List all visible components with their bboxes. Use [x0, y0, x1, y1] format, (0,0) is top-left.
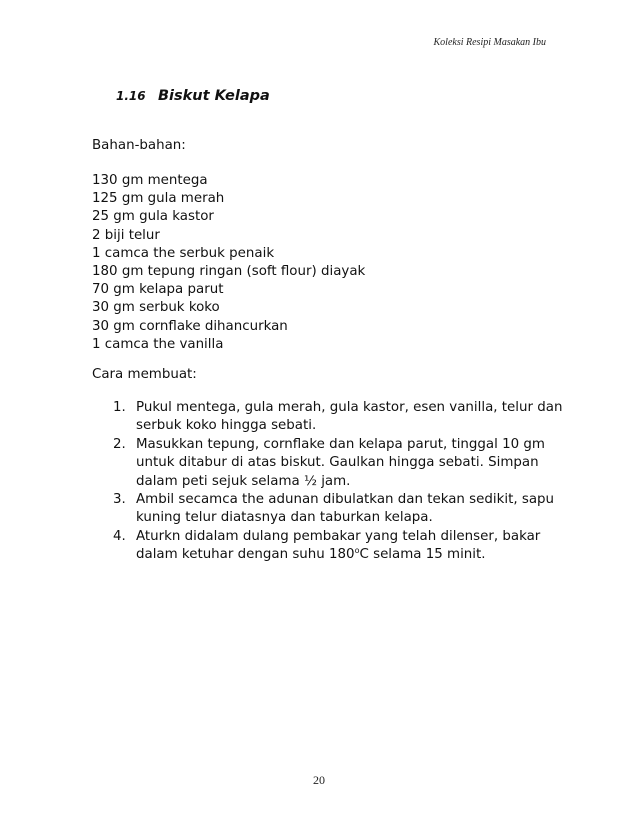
step-number: 4. — [113, 528, 126, 544]
step-text: dalam ketuhar dengan suhu 180 — [136, 547, 355, 563]
method-steps — [113, 399, 563, 565]
step-number: 1. — [113, 400, 126, 415]
step-line: Ambil secamca the adunan dibulatkan dan tekan sedikit, sapu — [136, 492, 555, 508]
ingredient-item: 30 gm cornflake dihancurkan — [92, 318, 288, 334]
running-header: Koleksi Resipi Masakan Ibu — [433, 37, 546, 48]
step-line: dalam peti sejuk selama ½ jam. — [136, 473, 351, 489]
ingredient-item: 1 camca the serbuk penaik — [92, 245, 275, 261]
step-item — [113, 436, 558, 491]
step-number: 2. — [113, 436, 126, 452]
step-item — [113, 399, 563, 436]
ingredient-item: 130 gm mentega — [92, 173, 208, 188]
ingredient-item: 25 gm gula kastor — [92, 209, 214, 225]
ingredient-item: 125 gm gula merah — [92, 191, 225, 207]
recipe-heading — [116, 88, 270, 104]
step-line: Pukul mentega, gula merah, gula kastor, esen vanilla, telur dan — [136, 400, 563, 415]
ingredient-item: 2 biji telur — [92, 227, 160, 243]
step-item — [113, 491, 558, 528]
step-line: Masukkan tepung, cornflake dan kelapa parut, tinggal 10 gm — [136, 436, 545, 452]
page-number: 20 — [313, 773, 325, 787]
method-label: Cara membuat: — [92, 367, 197, 382]
step-number: 3. — [113, 492, 126, 508]
ingredient-item: 70 gm kelapa parut — [92, 282, 224, 298]
recipe-number: 1.16 — [116, 89, 146, 103]
ingredient-item: 180 gm tepung ringan (soft flour) diayak — [92, 264, 366, 280]
ingredient-item: 30 gm serbuk koko — [92, 300, 220, 316]
degree-mark: o — [354, 546, 360, 556]
step-line: untuk ditabur di atas biskut. Gaulkan hingga sebati. Simpan — [136, 455, 539, 471]
ingredients-label: Bahan-bahan: — [92, 138, 186, 153]
step-text: C selama 15 minit. — [359, 547, 486, 563]
step-line: Aturkn didalam dulang pembakar yang telah dilenser, bakar — [136, 528, 541, 544]
step-line: kuning telur diatasnya dan taburkan kelapa. — [136, 510, 433, 526]
recipe-title: Biskut Kelapa — [158, 88, 270, 104]
step-line — [136, 546, 558, 564]
step-item — [113, 528, 558, 565]
ingredient-item: 1 camca the vanilla — [92, 336, 224, 352]
step-line: serbuk koko hingga sebati. — [136, 418, 317, 434]
ingredients-list — [92, 172, 365, 354]
